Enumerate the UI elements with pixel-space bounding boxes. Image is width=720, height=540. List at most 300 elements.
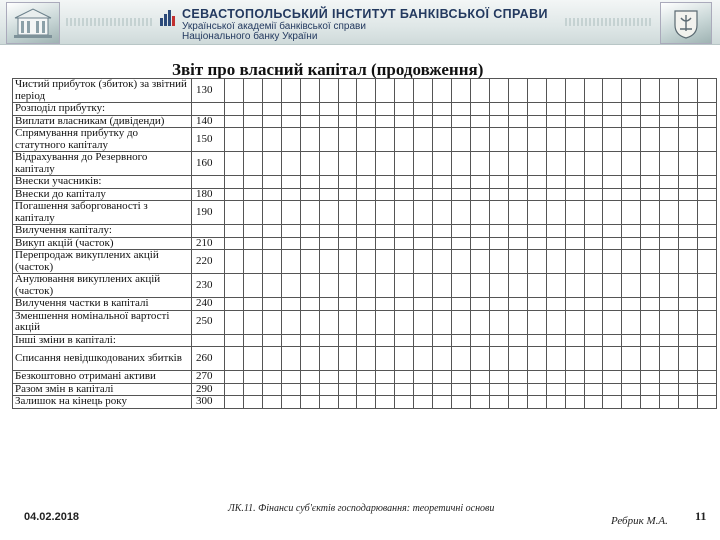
table-row — [13, 371, 717, 384]
table-cell — [262, 237, 281, 250]
table-cell — [338, 152, 357, 176]
table-cell — [679, 225, 698, 238]
table-cell — [395, 298, 414, 311]
table-cell — [452, 176, 471, 189]
table-cell — [452, 310, 471, 334]
table-cell — [641, 115, 660, 128]
table-cell — [395, 347, 414, 371]
table-cell — [357, 79, 376, 103]
table-cell — [452, 103, 471, 116]
row-code: 260 — [192, 347, 225, 371]
table-cell — [679, 383, 698, 396]
table-cell — [338, 334, 357, 347]
table-cell — [357, 115, 376, 128]
table-cell — [414, 103, 433, 116]
table-cell — [641, 188, 660, 201]
table-cell — [225, 274, 244, 298]
table-cell — [452, 250, 471, 274]
table-cell — [565, 201, 584, 225]
table-cell — [319, 274, 338, 298]
table-cell — [395, 103, 414, 116]
institute-subtitle-2: Національного банку України — [182, 31, 318, 42]
table-cell — [565, 103, 584, 116]
table-cell — [565, 298, 584, 311]
table-cell — [243, 274, 262, 298]
table-cell — [414, 250, 433, 274]
table-cell — [452, 274, 471, 298]
table-cell — [395, 176, 414, 189]
table-cell — [508, 347, 527, 371]
table-cell — [281, 176, 300, 189]
table-row — [13, 79, 717, 103]
table-cell — [243, 103, 262, 116]
table-cell — [584, 298, 603, 311]
table-cell — [622, 188, 641, 201]
table-cell — [546, 225, 565, 238]
table-cell — [395, 152, 414, 176]
table-cell — [641, 225, 660, 238]
table-cell — [357, 250, 376, 274]
table-cell — [527, 115, 546, 128]
table-cell — [641, 152, 660, 176]
table-cell — [565, 396, 584, 409]
table-cell — [603, 310, 622, 334]
table-cell — [508, 237, 527, 250]
table-cell — [698, 225, 717, 238]
table-cell — [660, 334, 679, 347]
table-cell — [262, 371, 281, 384]
table-cell — [338, 298, 357, 311]
table-cell — [395, 334, 414, 347]
table-cell — [262, 396, 281, 409]
table-cell — [527, 250, 546, 274]
table-cell — [338, 274, 357, 298]
table-cell — [319, 201, 338, 225]
table-cell — [489, 298, 508, 311]
table-cell — [679, 188, 698, 201]
footer-date: 04.02.2018 — [24, 511, 80, 523]
table-cell — [470, 176, 489, 189]
table-cell — [622, 103, 641, 116]
row-code: 190 — [192, 201, 225, 225]
table-cell — [565, 237, 584, 250]
table-cell — [452, 201, 471, 225]
table-cell — [527, 201, 546, 225]
table-cell — [319, 310, 338, 334]
table-cell — [319, 128, 338, 152]
table-cell — [452, 152, 471, 176]
table-cell — [281, 237, 300, 250]
table-cell — [660, 103, 679, 116]
table-cell — [414, 152, 433, 176]
table-cell — [414, 310, 433, 334]
table-cell — [508, 115, 527, 128]
table-cell — [225, 371, 244, 384]
table-cell — [584, 152, 603, 176]
table-cell — [376, 371, 395, 384]
table-cell — [433, 188, 452, 201]
table-cell — [433, 371, 452, 384]
row-label: Перепродаж викуплених акцій (часток) — [13, 250, 192, 274]
table-cell — [527, 188, 546, 201]
table-cell — [281, 152, 300, 176]
table-cell — [338, 383, 357, 396]
table-cell — [603, 188, 622, 201]
table-cell — [470, 225, 489, 238]
table-cell — [603, 274, 622, 298]
table-cell — [376, 225, 395, 238]
table-cell — [698, 371, 717, 384]
table-cell — [698, 396, 717, 409]
table-cell — [414, 396, 433, 409]
table-cell — [357, 152, 376, 176]
table-cell — [319, 371, 338, 384]
table-cell — [225, 152, 244, 176]
table-cell — [603, 237, 622, 250]
row-label: Погашення заборгованості з капіталу — [13, 201, 192, 225]
table-cell — [470, 334, 489, 347]
table-cell — [243, 152, 262, 176]
table-cell — [527, 396, 546, 409]
table-cell — [470, 274, 489, 298]
table-cell — [243, 115, 262, 128]
table-cell — [357, 383, 376, 396]
table-cell — [243, 396, 262, 409]
table-row — [13, 274, 717, 298]
table-cell — [376, 298, 395, 311]
table-cell — [565, 310, 584, 334]
table-cell — [281, 298, 300, 311]
table-cell — [319, 347, 338, 371]
table-cell — [300, 152, 319, 176]
table-cell — [338, 103, 357, 116]
table-cell — [357, 103, 376, 116]
table-cell — [679, 396, 698, 409]
table-cell — [489, 115, 508, 128]
row-label: Розподіл прибутку: — [13, 103, 192, 116]
table-cell — [376, 347, 395, 371]
table-cell — [262, 79, 281, 103]
table-cell — [452, 298, 471, 311]
table-cell — [395, 79, 414, 103]
table-cell — [679, 371, 698, 384]
row-label: Викуп акцій (часток) — [13, 237, 192, 250]
table-cell — [622, 79, 641, 103]
table-cell — [262, 188, 281, 201]
table-cell — [679, 237, 698, 250]
table-cell — [225, 103, 244, 116]
table-cell — [470, 383, 489, 396]
table-cell — [376, 103, 395, 116]
table-cell — [338, 310, 357, 334]
table-cell — [527, 298, 546, 311]
table-cell — [452, 115, 471, 128]
table-cell — [357, 176, 376, 189]
table-cell — [565, 383, 584, 396]
table-cell — [300, 201, 319, 225]
table-cell — [262, 152, 281, 176]
table-cell — [679, 201, 698, 225]
table-cell — [376, 201, 395, 225]
table-cell — [546, 79, 565, 103]
table-cell — [584, 347, 603, 371]
table-cell — [660, 128, 679, 152]
table-cell — [243, 188, 262, 201]
table-row — [13, 237, 717, 250]
row-label: Разом змін в капіталі — [13, 383, 192, 396]
table-cell — [319, 79, 338, 103]
table-cell — [395, 371, 414, 384]
table-cell — [698, 250, 717, 274]
table-cell — [243, 237, 262, 250]
table-cell — [470, 371, 489, 384]
table-cell — [603, 115, 622, 128]
table-cell — [698, 115, 717, 128]
table-cell — [225, 298, 244, 311]
table-cell — [225, 188, 244, 201]
row-code: 210 — [192, 237, 225, 250]
table-cell — [508, 383, 527, 396]
table-cell — [565, 225, 584, 238]
table-cell — [622, 371, 641, 384]
table-cell — [565, 152, 584, 176]
table-cell — [243, 383, 262, 396]
institute-building-logo — [6, 2, 60, 44]
table-cell — [527, 225, 546, 238]
table-cell — [414, 298, 433, 311]
table-cell — [508, 371, 527, 384]
table-cell — [622, 396, 641, 409]
table-cell — [679, 103, 698, 116]
table-cell — [679, 152, 698, 176]
table-cell — [565, 334, 584, 347]
table-cell — [262, 115, 281, 128]
row-label: Зменшення номінальної вартості акцій — [13, 310, 192, 334]
row-label: Спрямування прибутку до статутного капіталу — [13, 128, 192, 152]
table-cell — [508, 334, 527, 347]
institute-subtitle-1: Української академії банківської справи — [182, 21, 366, 32]
table-cell — [565, 371, 584, 384]
table-cell — [641, 274, 660, 298]
table-cell — [565, 188, 584, 201]
table-cell — [489, 347, 508, 371]
table-cell — [660, 371, 679, 384]
table-cell — [470, 152, 489, 176]
table-row — [13, 201, 717, 225]
table-cell — [489, 225, 508, 238]
table-cell — [243, 250, 262, 274]
table-cell — [395, 250, 414, 274]
table-cell — [584, 310, 603, 334]
table-cell — [565, 274, 584, 298]
table-cell — [641, 103, 660, 116]
table-cell — [357, 237, 376, 250]
page-number: 11 — [695, 509, 707, 523]
table-cell — [433, 310, 452, 334]
row-code: 150 — [192, 128, 225, 152]
table-cell — [470, 115, 489, 128]
table-cell — [508, 274, 527, 298]
header-decoration-right — [565, 18, 653, 26]
table-cell — [641, 371, 660, 384]
row-label: Відрахування до Резервного капіталу — [13, 152, 192, 176]
row-label: Анулювання викуплених акцій (часток) — [13, 274, 192, 298]
table-cell — [660, 396, 679, 409]
table-cell — [452, 334, 471, 347]
table-cell — [489, 152, 508, 176]
table-cell — [546, 152, 565, 176]
table-cell — [679, 250, 698, 274]
row-code: 160 — [192, 152, 225, 176]
table-cell — [281, 383, 300, 396]
row-label: Виплати власникам (дивіденди) — [13, 115, 192, 128]
table-cell — [300, 347, 319, 371]
table-cell — [433, 128, 452, 152]
table-cell — [698, 310, 717, 334]
table-cell — [300, 383, 319, 396]
table-cell — [546, 128, 565, 152]
table-cell — [546, 115, 565, 128]
table-cell — [357, 396, 376, 409]
table-cell — [546, 250, 565, 274]
table-cell — [433, 334, 452, 347]
row-label: Інші зміни в капіталі: — [13, 334, 192, 347]
table-cell — [433, 79, 452, 103]
table-cell — [433, 152, 452, 176]
row-code: 270 — [192, 371, 225, 384]
table-cell — [243, 201, 262, 225]
table-cell — [508, 201, 527, 225]
table-cell — [698, 176, 717, 189]
table-cell — [225, 176, 244, 189]
table-cell — [679, 274, 698, 298]
table-cell — [300, 79, 319, 103]
table-cell — [357, 225, 376, 238]
table-cell — [243, 128, 262, 152]
table-cell — [452, 396, 471, 409]
table-cell — [376, 128, 395, 152]
table-cell — [338, 188, 357, 201]
table-cell — [622, 383, 641, 396]
table-cell — [508, 103, 527, 116]
table-cell — [660, 225, 679, 238]
table-cell — [262, 334, 281, 347]
table-cell — [698, 152, 717, 176]
table-cell — [433, 201, 452, 225]
table-cell — [660, 188, 679, 201]
table-cell — [584, 383, 603, 396]
table-cell — [622, 128, 641, 152]
table-cell — [622, 176, 641, 189]
table-cell — [376, 79, 395, 103]
row-code: 250 — [192, 310, 225, 334]
table-cell — [452, 237, 471, 250]
row-label: Списання невідшкодованих збитків — [13, 347, 192, 371]
table-row — [13, 310, 717, 334]
table-row — [13, 225, 717, 238]
table-cell — [489, 334, 508, 347]
table-cell — [357, 334, 376, 347]
table-cell — [565, 128, 584, 152]
table-cell — [489, 396, 508, 409]
table-cell — [546, 237, 565, 250]
table-cell — [225, 79, 244, 103]
table-cell — [489, 310, 508, 334]
table-cell — [641, 128, 660, 152]
table-cell — [452, 225, 471, 238]
table-cell — [546, 176, 565, 189]
table-cell — [698, 201, 717, 225]
table-cell — [395, 310, 414, 334]
table-cell — [376, 152, 395, 176]
slide-header — [0, 0, 720, 45]
table-cell — [319, 298, 338, 311]
table-cell — [319, 250, 338, 274]
table-cell — [698, 274, 717, 298]
table-cell — [584, 103, 603, 116]
table-row — [13, 103, 717, 116]
table-cell — [395, 396, 414, 409]
row-code: 300 — [192, 396, 225, 409]
table-cell — [660, 250, 679, 274]
institute-mark-icon — [160, 10, 176, 26]
table-cell — [319, 103, 338, 116]
emblem-icon — [672, 7, 700, 39]
table-cell — [546, 347, 565, 371]
table-cell — [660, 298, 679, 311]
table-cell — [433, 250, 452, 274]
table-cell — [584, 274, 603, 298]
table-cell — [603, 347, 622, 371]
table-cell — [698, 383, 717, 396]
table-cell — [698, 334, 717, 347]
table-cell — [508, 298, 527, 311]
table-cell — [357, 298, 376, 311]
table-cell — [319, 115, 338, 128]
table-cell — [679, 128, 698, 152]
table-row — [13, 383, 717, 396]
table-cell — [584, 188, 603, 201]
table-cell — [470, 250, 489, 274]
table-cell — [641, 201, 660, 225]
table-cell — [584, 225, 603, 238]
row-label: Вилучення частки в капіталі — [13, 298, 192, 311]
table-cell — [698, 298, 717, 311]
table-cell — [489, 103, 508, 116]
table-cell — [452, 347, 471, 371]
table-cell — [376, 383, 395, 396]
table-cell — [319, 152, 338, 176]
table-cell — [414, 225, 433, 238]
table-cell — [338, 237, 357, 250]
table-cell — [376, 115, 395, 128]
table-cell — [679, 298, 698, 311]
table-cell — [357, 188, 376, 201]
table-cell — [641, 396, 660, 409]
table-cell — [300, 225, 319, 238]
table-cell — [622, 152, 641, 176]
header-decoration-left — [66, 18, 154, 26]
table-cell — [395, 188, 414, 201]
table-cell — [281, 334, 300, 347]
table-cell — [527, 152, 546, 176]
table-cell — [357, 347, 376, 371]
table-cell — [281, 347, 300, 371]
table-cell — [414, 188, 433, 201]
table-cell — [508, 396, 527, 409]
table-cell — [262, 298, 281, 311]
table-cell — [698, 188, 717, 201]
